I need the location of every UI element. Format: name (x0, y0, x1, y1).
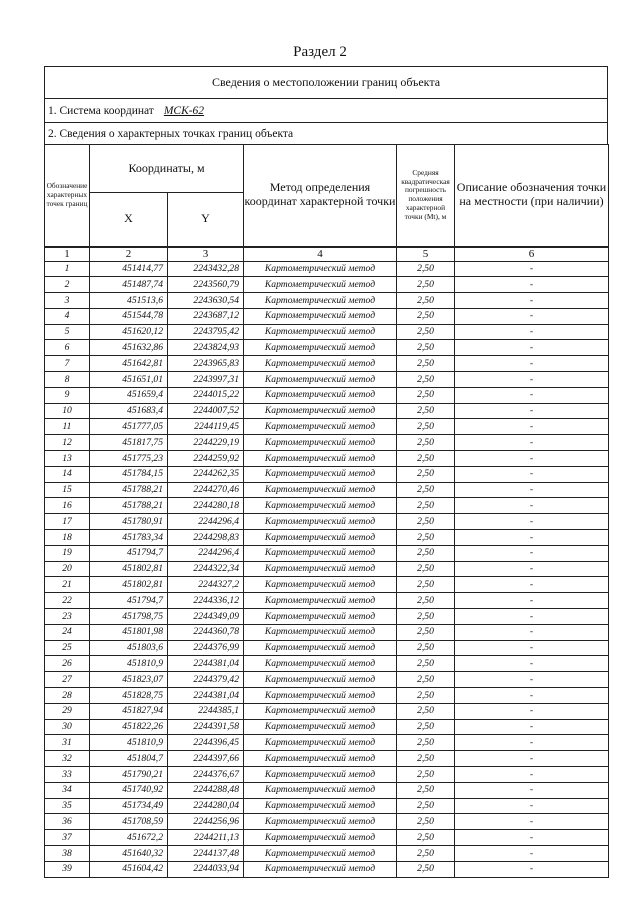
method-cell: Картометрический метод (244, 387, 397, 403)
point-number-cell: 21 (45, 577, 90, 593)
coordinate-system-value: МСК-62 (163, 104, 205, 117)
table-row (45, 703, 609, 719)
description-cell: - (455, 767, 609, 783)
method-cell: Картометрический метод (244, 356, 397, 372)
column-number: 1 (45, 247, 90, 262)
method-cell: Картометрический метод (244, 609, 397, 625)
method-cell: Картометрический метод (244, 482, 397, 498)
table-row (45, 419, 609, 435)
method-cell: Картометрический метод (244, 324, 397, 340)
col-x-header: X (90, 193, 168, 247)
description-cell: - (455, 514, 609, 530)
method-cell: Картометрический метод (244, 308, 397, 324)
y-coordinate-cell: 2244007,52 (168, 403, 244, 419)
table-row (45, 656, 609, 672)
table-row (45, 514, 609, 530)
point-number-cell: 35 (45, 798, 90, 814)
x-coordinate-cell: 451632,86 (90, 340, 168, 356)
method-cell: Картометрический метод (244, 845, 397, 861)
col-designation-header: Обозначение характерных точек границ (45, 145, 90, 247)
method-cell: Картометрический метод (244, 277, 397, 293)
column-number: 2 (90, 247, 168, 262)
table-row (45, 435, 609, 451)
error-cell: 2,50 (397, 577, 455, 593)
error-cell: 2,50 (397, 340, 455, 356)
point-number-cell: 27 (45, 672, 90, 688)
description-cell: - (455, 435, 609, 451)
description-cell: - (455, 561, 609, 577)
y-coordinate-cell: 2244391,58 (168, 719, 244, 735)
description-cell: - (455, 719, 609, 735)
x-coordinate-cell: 451775,23 (90, 451, 168, 467)
x-coordinate-cell: 451708,59 (90, 814, 168, 830)
error-cell: 2,50 (397, 466, 455, 482)
column-number: 4 (244, 247, 397, 262)
y-coordinate-cell: 2244360,78 (168, 624, 244, 640)
description-cell: - (455, 830, 609, 846)
point-number-cell: 28 (45, 688, 90, 704)
y-coordinate-cell: 2244137,48 (168, 845, 244, 861)
error-cell: 2,50 (397, 372, 455, 388)
table-row (45, 340, 609, 356)
y-coordinate-cell: 2244033,94 (168, 861, 244, 877)
point-number-cell: 30 (45, 719, 90, 735)
point-number-cell: 9 (45, 387, 90, 403)
column-number: 6 (455, 247, 609, 262)
table-row (45, 798, 609, 814)
y-coordinate-cell: 2244280,18 (168, 498, 244, 514)
col-coords-header: Координаты, м (90, 145, 244, 193)
x-coordinate-cell: 451822,26 (90, 719, 168, 735)
x-coordinate-cell: 451659,4 (90, 387, 168, 403)
error-cell: 2,50 (397, 830, 455, 846)
point-number-cell: 6 (45, 340, 90, 356)
table-row (45, 356, 609, 372)
boundary-document (44, 66, 608, 878)
point-number-cell: 3 (45, 293, 90, 309)
y-coordinate-cell: 2244119,45 (168, 419, 244, 435)
x-coordinate-cell: 451790,21 (90, 767, 168, 783)
description-cell: - (455, 277, 609, 293)
x-coordinate-cell: 451604,42 (90, 861, 168, 877)
table-caption: Сведения о местоположении границ объекта (44, 66, 608, 98)
description-cell: - (455, 466, 609, 482)
description-cell: - (455, 703, 609, 719)
y-coordinate-cell: 2243687,12 (168, 308, 244, 324)
method-cell: Картометрический метод (244, 545, 397, 561)
y-coordinate-cell: 2244262,35 (168, 466, 244, 482)
method-cell: Картометрический метод (244, 703, 397, 719)
error-cell: 2,50 (397, 688, 455, 704)
table-row (45, 403, 609, 419)
column-number: 3 (168, 247, 244, 262)
y-coordinate-cell: 2243795,42 (168, 324, 244, 340)
table-row (45, 672, 609, 688)
x-coordinate-cell: 451784,15 (90, 466, 168, 482)
method-cell: Картометрический метод (244, 814, 397, 830)
error-cell: 2,50 (397, 703, 455, 719)
error-cell: 2,50 (397, 861, 455, 877)
error-cell: 2,50 (397, 767, 455, 783)
table-row (45, 751, 609, 767)
method-cell: Картометрический метод (244, 656, 397, 672)
table-row (45, 530, 609, 546)
method-cell: Картометрический метод (244, 561, 397, 577)
error-cell: 2,50 (397, 719, 455, 735)
x-coordinate-cell: 451740,92 (90, 782, 168, 798)
point-number-cell: 17 (45, 514, 90, 530)
table-row (45, 293, 609, 309)
description-cell: - (455, 498, 609, 514)
error-cell: 2,50 (397, 514, 455, 530)
error-cell: 2,50 (397, 751, 455, 767)
y-coordinate-cell: 2243560,79 (168, 277, 244, 293)
x-coordinate-cell: 451828,75 (90, 688, 168, 704)
x-coordinate-cell: 451802,81 (90, 561, 168, 577)
x-coordinate-cell: 451817,75 (90, 435, 168, 451)
x-coordinate-cell: 451414,77 (90, 261, 168, 277)
table-row (45, 498, 609, 514)
method-cell: Картометрический метод (244, 640, 397, 656)
description-cell: - (455, 261, 609, 277)
description-cell: - (455, 861, 609, 877)
table-row (45, 861, 609, 877)
table-row (45, 466, 609, 482)
table-row (45, 261, 609, 277)
points-table-body (45, 261, 609, 877)
table-row (45, 482, 609, 498)
method-cell: Картометрический метод (244, 593, 397, 609)
point-number-cell: 31 (45, 735, 90, 751)
x-coordinate-cell: 451827,94 (90, 703, 168, 719)
y-coordinate-cell: 2244288,48 (168, 782, 244, 798)
y-coordinate-cell: 2244397,66 (168, 751, 244, 767)
table-row (45, 372, 609, 388)
description-cell: - (455, 782, 609, 798)
error-cell: 2,50 (397, 656, 455, 672)
error-cell: 2,50 (397, 356, 455, 372)
x-coordinate-cell: 451651,01 (90, 372, 168, 388)
x-coordinate-cell: 451802,81 (90, 577, 168, 593)
point-number-cell: 24 (45, 624, 90, 640)
x-coordinate-cell: 451544,78 (90, 308, 168, 324)
point-number-cell: 16 (45, 498, 90, 514)
error-cell: 2,50 (397, 735, 455, 751)
x-coordinate-cell: 451794,7 (90, 593, 168, 609)
description-cell: - (455, 735, 609, 751)
point-number-cell: 32 (45, 751, 90, 767)
y-coordinate-cell: 2243432,28 (168, 261, 244, 277)
error-cell: 2,50 (397, 277, 455, 293)
method-cell: Картометрический метод (244, 672, 397, 688)
description-cell: - (455, 387, 609, 403)
table-row (45, 845, 609, 861)
y-coordinate-cell: 2243630,54 (168, 293, 244, 309)
y-coordinate-cell: 2244381,04 (168, 656, 244, 672)
table-row (45, 814, 609, 830)
error-cell: 2,50 (397, 482, 455, 498)
x-coordinate-cell: 451788,21 (90, 498, 168, 514)
description-cell: - (455, 672, 609, 688)
description-cell: - (455, 482, 609, 498)
description-cell: - (455, 545, 609, 561)
y-coordinate-cell: 2244270,46 (168, 482, 244, 498)
point-number-cell: 5 (45, 324, 90, 340)
error-cell: 2,50 (397, 435, 455, 451)
y-coordinate-cell: 2244280,04 (168, 798, 244, 814)
error-cell: 2,50 (397, 640, 455, 656)
method-cell: Картометрический метод (244, 514, 397, 530)
description-cell: - (455, 845, 609, 861)
method-cell: Картометрический метод (244, 403, 397, 419)
points-section-label: 2. Сведения о характерных точках границ объекта (44, 122, 608, 144)
points-table (44, 144, 609, 878)
table-row (45, 451, 609, 467)
error-cell: 2,50 (397, 609, 455, 625)
point-number-cell: 37 (45, 830, 90, 846)
description-cell: - (455, 340, 609, 356)
y-coordinate-cell: 2244296,4 (168, 545, 244, 561)
error-cell: 2,50 (397, 451, 455, 467)
y-coordinate-cell: 2244379,42 (168, 672, 244, 688)
description-cell: - (455, 688, 609, 704)
section-title: Раздел 2 (293, 44, 347, 60)
point-number-cell: 38 (45, 845, 90, 861)
point-number-cell: 13 (45, 451, 90, 467)
point-number-cell: 7 (45, 356, 90, 372)
table-row (45, 624, 609, 640)
method-cell: Картометрический метод (244, 340, 397, 356)
y-coordinate-cell: 2243824,93 (168, 340, 244, 356)
y-coordinate-cell: 2244298,83 (168, 530, 244, 546)
x-coordinate-cell: 451683,4 (90, 403, 168, 419)
description-cell: - (455, 656, 609, 672)
method-cell: Картометрический метод (244, 372, 397, 388)
x-coordinate-cell: 451823,07 (90, 672, 168, 688)
table-row (45, 577, 609, 593)
y-coordinate-cell: 2244229,19 (168, 435, 244, 451)
method-cell: Картометрический метод (244, 261, 397, 277)
table-row (45, 308, 609, 324)
error-cell: 2,50 (397, 782, 455, 798)
error-cell: 2,50 (397, 545, 455, 561)
method-cell: Картометрический метод (244, 293, 397, 309)
y-coordinate-cell: 2244381,04 (168, 688, 244, 704)
point-number-cell: 26 (45, 656, 90, 672)
table-row (45, 324, 609, 340)
error-cell: 2,50 (397, 261, 455, 277)
method-cell: Картометрический метод (244, 861, 397, 877)
col-error-header: Средняя квадратическая погрешность положения характерной точки (Mt), м (397, 145, 455, 247)
table-row (45, 609, 609, 625)
point-number-cell: 34 (45, 782, 90, 798)
coordinate-system-label: 1. Система координат (48, 104, 154, 117)
error-cell: 2,50 (397, 561, 455, 577)
y-coordinate-cell: 2244322,34 (168, 561, 244, 577)
method-cell: Картометрический метод (244, 798, 397, 814)
col-description-header: Описание обозначения точки на местности (при наличии) (455, 145, 609, 247)
method-cell: Картометрический метод (244, 688, 397, 704)
description-cell: - (455, 451, 609, 467)
table-row (45, 767, 609, 783)
point-number-cell: 11 (45, 419, 90, 435)
description-cell: - (455, 814, 609, 830)
x-coordinate-cell: 451642,81 (90, 356, 168, 372)
y-coordinate-cell: 2244296,4 (168, 514, 244, 530)
point-number-cell: 14 (45, 466, 90, 482)
method-cell: Картометрический метод (244, 767, 397, 783)
description-cell: - (455, 751, 609, 767)
method-cell: Картометрический метод (244, 782, 397, 798)
y-coordinate-cell: 2244376,99 (168, 640, 244, 656)
point-number-cell: 2 (45, 277, 90, 293)
description-cell: - (455, 624, 609, 640)
y-coordinate-cell: 2243965,83 (168, 356, 244, 372)
table-row (45, 719, 609, 735)
x-coordinate-cell: 451788,21 (90, 482, 168, 498)
error-cell: 2,50 (397, 308, 455, 324)
description-cell: - (455, 308, 609, 324)
description-cell: - (455, 293, 609, 309)
y-coordinate-cell: 2243997,31 (168, 372, 244, 388)
method-cell: Картометрический метод (244, 451, 397, 467)
y-coordinate-cell: 2244211,13 (168, 830, 244, 846)
table-row (45, 735, 609, 751)
description-cell: - (455, 640, 609, 656)
point-number-cell: 36 (45, 814, 90, 830)
x-coordinate-cell: 451783,34 (90, 530, 168, 546)
col-y-header: Y (168, 193, 244, 247)
x-coordinate-cell: 451794,7 (90, 545, 168, 561)
table-row (45, 782, 609, 798)
method-cell: Картометрический метод (244, 624, 397, 640)
error-cell: 2,50 (397, 387, 455, 403)
point-number-cell: 33 (45, 767, 90, 783)
y-coordinate-cell: 2244256,96 (168, 814, 244, 830)
col-method-header: Метод определения координат характерной точки (244, 145, 397, 247)
point-number-cell: 22 (45, 593, 90, 609)
error-cell: 2,50 (397, 845, 455, 861)
x-coordinate-cell: 451804,7 (90, 751, 168, 767)
error-cell: 2,50 (397, 530, 455, 546)
y-coordinate-cell: 2244259,92 (168, 451, 244, 467)
method-cell: Картометрический метод (244, 530, 397, 546)
x-coordinate-cell: 451810,9 (90, 656, 168, 672)
x-coordinate-cell: 451810,9 (90, 735, 168, 751)
point-number-cell: 39 (45, 861, 90, 877)
method-cell: Картометрический метод (244, 466, 397, 482)
description-cell: - (455, 419, 609, 435)
point-number-cell: 12 (45, 435, 90, 451)
y-coordinate-cell: 2244376,67 (168, 767, 244, 783)
x-coordinate-cell: 451798,75 (90, 609, 168, 625)
x-coordinate-cell: 451803,6 (90, 640, 168, 656)
y-coordinate-cell: 2244349,09 (168, 609, 244, 625)
description-cell: - (455, 530, 609, 546)
x-coordinate-cell: 451801,98 (90, 624, 168, 640)
method-cell: Картометрический метод (244, 830, 397, 846)
table-row (45, 387, 609, 403)
method-cell: Картометрический метод (244, 577, 397, 593)
point-number-cell: 10 (45, 403, 90, 419)
point-number-cell: 8 (45, 372, 90, 388)
point-number-cell: 20 (45, 561, 90, 577)
y-coordinate-cell: 2244336,12 (168, 593, 244, 609)
x-coordinate-cell: 451734,49 (90, 798, 168, 814)
point-number-cell: 1 (45, 261, 90, 277)
table-row (45, 830, 609, 846)
table-row (45, 545, 609, 561)
method-cell: Картометрический метод (244, 498, 397, 514)
y-coordinate-cell: 2244396,45 (168, 735, 244, 751)
y-coordinate-cell: 2244015,22 (168, 387, 244, 403)
error-cell: 2,50 (397, 624, 455, 640)
error-cell: 2,50 (397, 419, 455, 435)
point-number-cell: 19 (45, 545, 90, 561)
error-cell: 2,50 (397, 672, 455, 688)
point-number-cell: 4 (45, 308, 90, 324)
table-row (45, 688, 609, 704)
error-cell: 2,50 (397, 293, 455, 309)
y-coordinate-cell: 2244327,2 (168, 577, 244, 593)
point-number-cell: 25 (45, 640, 90, 656)
x-coordinate-cell: 451620,12 (90, 324, 168, 340)
x-coordinate-cell: 451780,91 (90, 514, 168, 530)
description-cell: - (455, 593, 609, 609)
error-cell: 2,50 (397, 324, 455, 340)
column-numbers-row (45, 247, 609, 262)
description-cell: - (455, 324, 609, 340)
description-cell: - (455, 609, 609, 625)
error-cell: 2,50 (397, 814, 455, 830)
description-cell: - (455, 356, 609, 372)
description-cell: - (455, 798, 609, 814)
method-cell: Картометрический метод (244, 735, 397, 751)
table-row (45, 640, 609, 656)
description-cell: - (455, 372, 609, 388)
x-coordinate-cell: 451640,32 (90, 845, 168, 861)
method-cell: Картометрический метод (244, 435, 397, 451)
table-row (45, 561, 609, 577)
coordinate-system-row (44, 98, 608, 122)
x-coordinate-cell: 451513,6 (90, 293, 168, 309)
x-coordinate-cell: 451672,2 (90, 830, 168, 846)
point-number-cell: 29 (45, 703, 90, 719)
description-cell: - (455, 403, 609, 419)
error-cell: 2,50 (397, 403, 455, 419)
x-coordinate-cell: 451777,05 (90, 419, 168, 435)
x-coordinate-cell: 451487,74 (90, 277, 168, 293)
point-number-cell: 15 (45, 482, 90, 498)
method-cell: Картометрический метод (244, 419, 397, 435)
y-coordinate-cell: 2244385,1 (168, 703, 244, 719)
method-cell: Картометрический метод (244, 751, 397, 767)
point-number-cell: 18 (45, 530, 90, 546)
column-number: 5 (397, 247, 455, 262)
error-cell: 2,50 (397, 593, 455, 609)
description-cell: - (455, 577, 609, 593)
error-cell: 2,50 (397, 798, 455, 814)
error-cell: 2,50 (397, 498, 455, 514)
point-number-cell: 23 (45, 609, 90, 625)
table-row (45, 277, 609, 293)
method-cell: Картометрический метод (244, 719, 397, 735)
table-row (45, 593, 609, 609)
